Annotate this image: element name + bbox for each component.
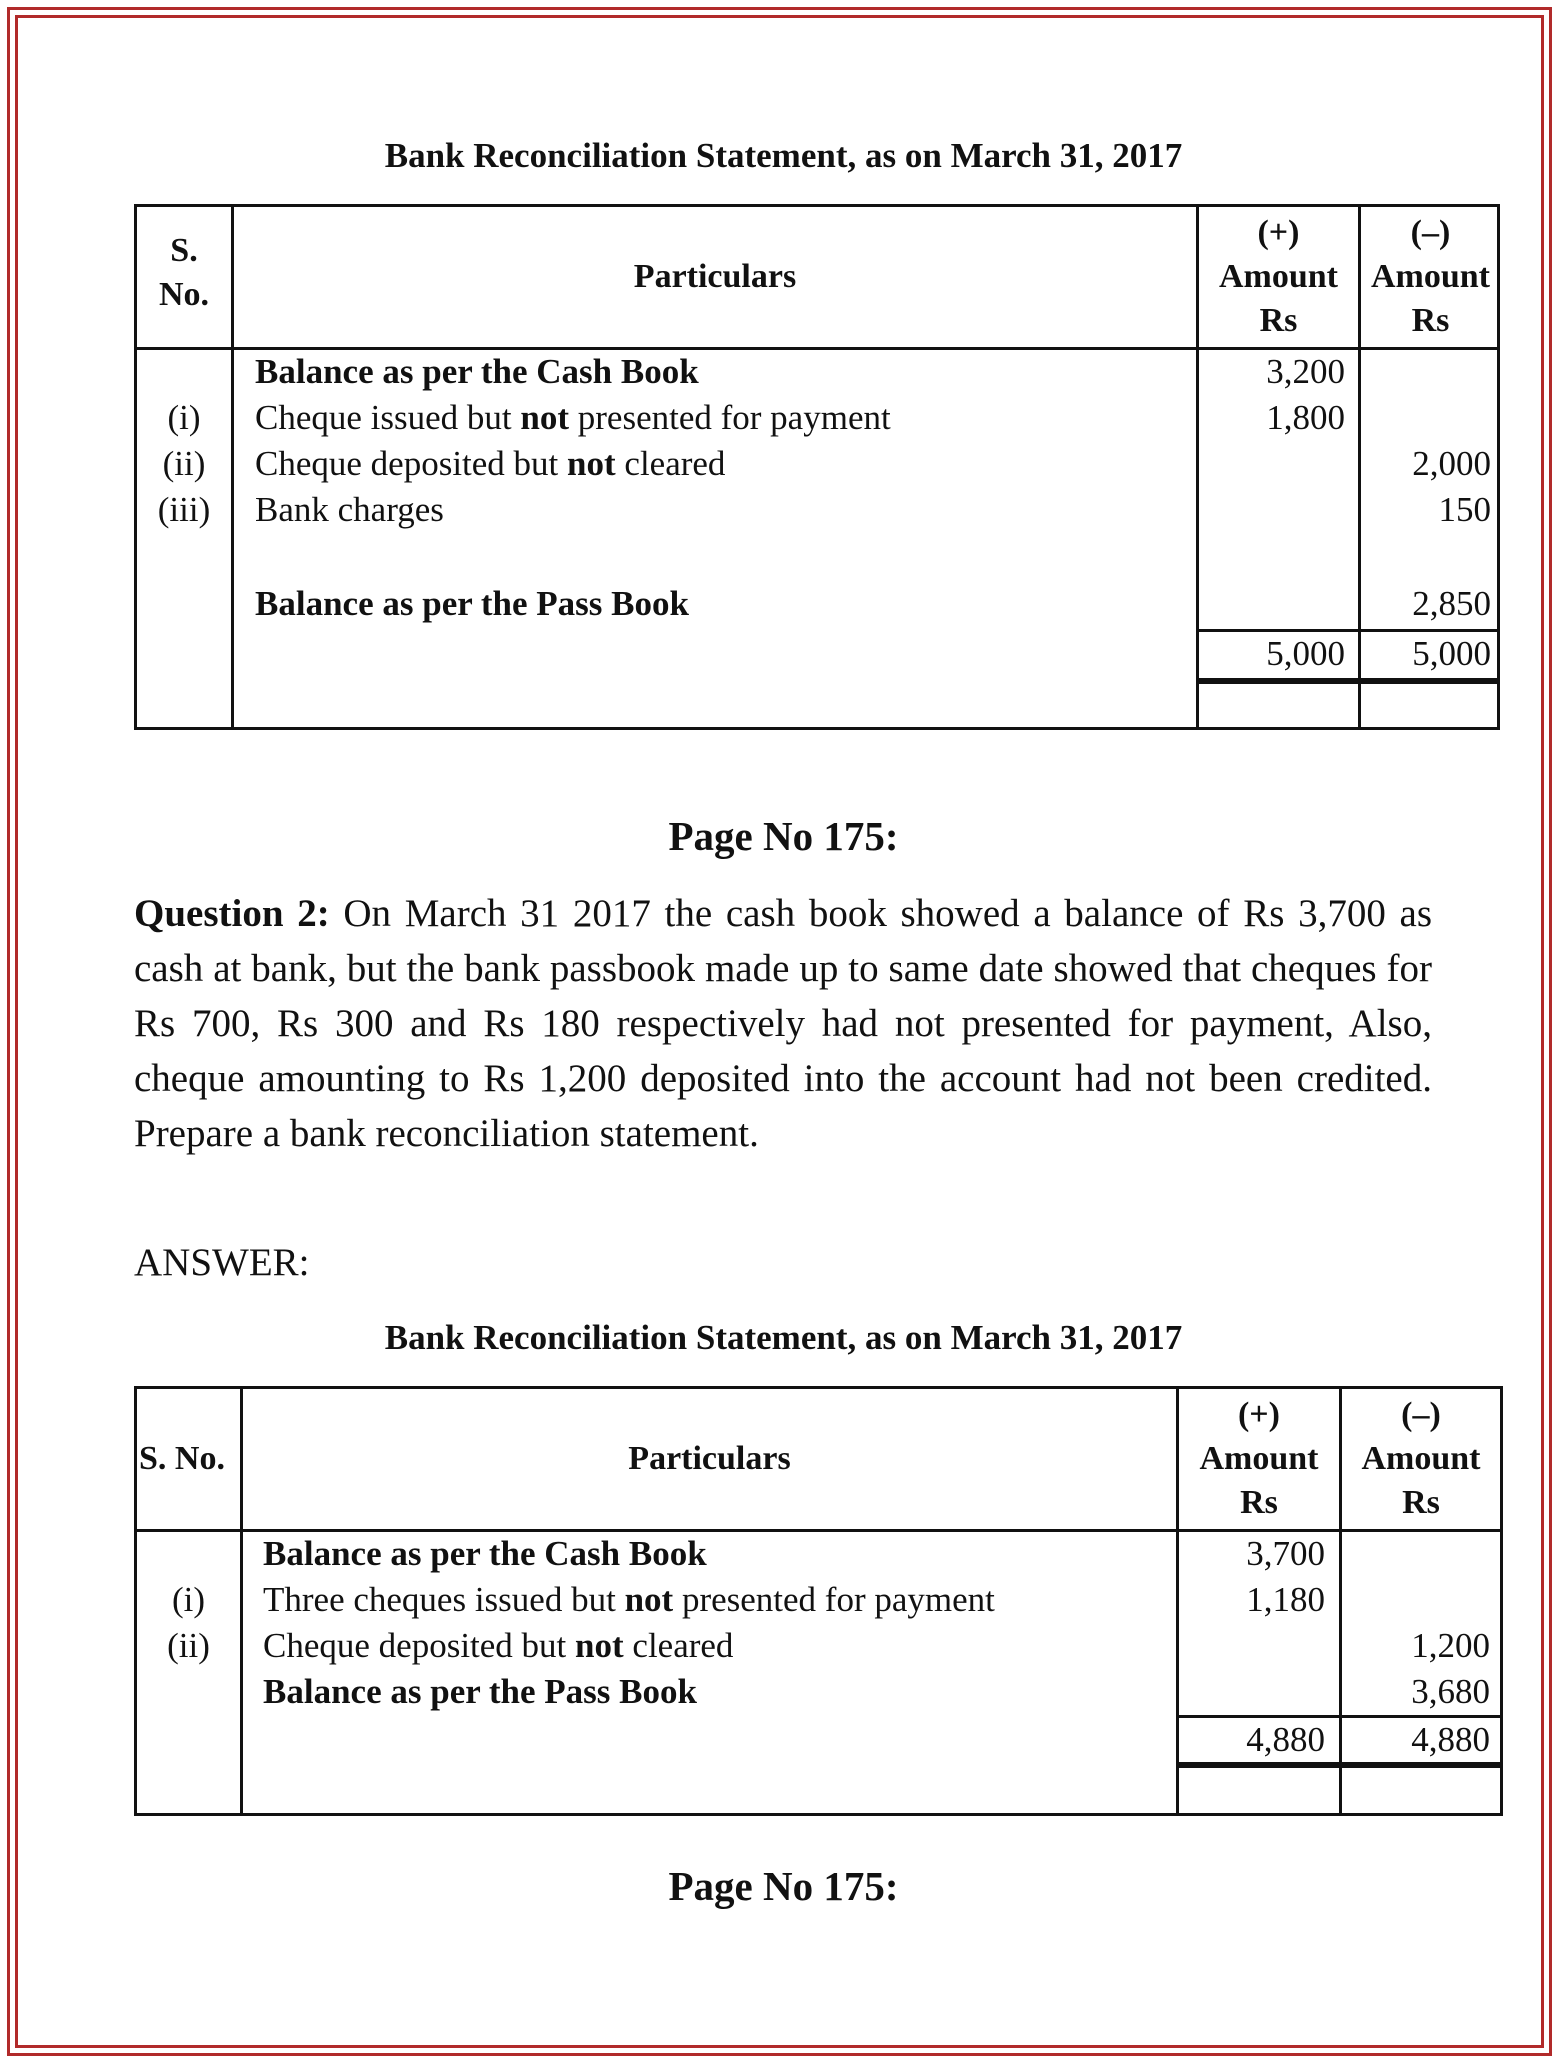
total-minus-amount: 5,000 — [1412, 634, 1491, 673]
table2-plus-amount-header: (+) Amount Rs — [1199, 1396, 1319, 1521]
table2-sno-header: S. No. — [139, 1440, 225, 1477]
row-plus-amount: 1,800 — [1266, 398, 1345, 437]
row-minus-amount: 1,200 — [1411, 1626, 1490, 1665]
table1-minus-amount-header: (–) Amount Rs — [1370, 214, 1491, 339]
row-particulars: Balance as per the Cash Book — [255, 352, 699, 391]
row-minus-amount: 3,680 — [1411, 1672, 1490, 1711]
row-particulars: Cheque issued but not presented for payment — [255, 398, 891, 437]
row-particulars: Bank charges — [255, 490, 444, 529]
question-text: On March 31 2017 the cash book showed a balance of Rs 3,700 as cash at bank, but the bank passbook made up to same date showed that cheques for Rs 700, Rs 300 and Rs 180 respectively had not presented for payment, Also, cheque amounting to Rs 1,200 deposited into the account had not been credited. Prepare a bank reconciliation statement. — [134, 892, 1432, 1155]
row-serial-number: (iii) — [157, 490, 211, 529]
row-serial-number: (i) — [167, 398, 201, 437]
row-particulars: Balance as per the Pass Book — [255, 584, 689, 623]
row-plus-amount: 1,180 — [1246, 1580, 1325, 1619]
row-minus-amount: 2,850 — [1412, 584, 1491, 623]
row-particulars: Cheque deposited but not cleared — [263, 1626, 734, 1665]
reconciliation-table-2 — [134, 1386, 1503, 1816]
row-serial-number: (i) — [171, 1580, 206, 1619]
table1-plus-amount-header: (+) Amount Rs — [1218, 214, 1339, 339]
table1-sno-header: S. No. — [158, 232, 210, 313]
row-particulars: Balance as per the Pass Book — [263, 1672, 697, 1711]
row-particulars: Balance as per the Cash Book — [263, 1534, 707, 1573]
question-2 — [134, 886, 1432, 1161]
row-serial-number: (ii) — [162, 444, 206, 483]
row-minus-amount: 150 — [1438, 490, 1491, 529]
table1-title: Bank Reconciliation Statement, as on March 31, 2017 — [384, 136, 1183, 175]
total-plus-amount: 4,880 — [1246, 1720, 1325, 1759]
page-number-2: Page No 175: — [668, 1863, 899, 1909]
table2-title: Bank Reconciliation Statement, as on March 31, 2017 — [384, 1318, 1183, 1357]
row-particulars: Cheque deposited but not cleared — [255, 444, 726, 483]
row-minus-amount: 2,000 — [1412, 444, 1491, 483]
total-plus-amount: 5,000 — [1266, 634, 1345, 673]
row-plus-amount: 3,700 — [1246, 1534, 1325, 1573]
row-plus-amount: 3,200 — [1266, 352, 1345, 391]
page-number-1: Page No 175: — [668, 813, 899, 859]
table1-particulars-header: Particulars — [633, 258, 797, 295]
reconciliation-table-1 — [134, 204, 1500, 730]
answer-label: ANSWER: — [134, 1241, 310, 1284]
row-serial-number: (ii) — [167, 1626, 210, 1665]
question-label: Question 2: — [134, 892, 330, 935]
row-particulars: Three cheques issued but not presented for payment — [263, 1580, 995, 1619]
total-minus-amount: 4,880 — [1411, 1720, 1490, 1759]
table2-minus-amount-header: (–) Amount Rs — [1361, 1396, 1481, 1521]
table2-particulars-header: Particulars — [628, 1440, 791, 1477]
